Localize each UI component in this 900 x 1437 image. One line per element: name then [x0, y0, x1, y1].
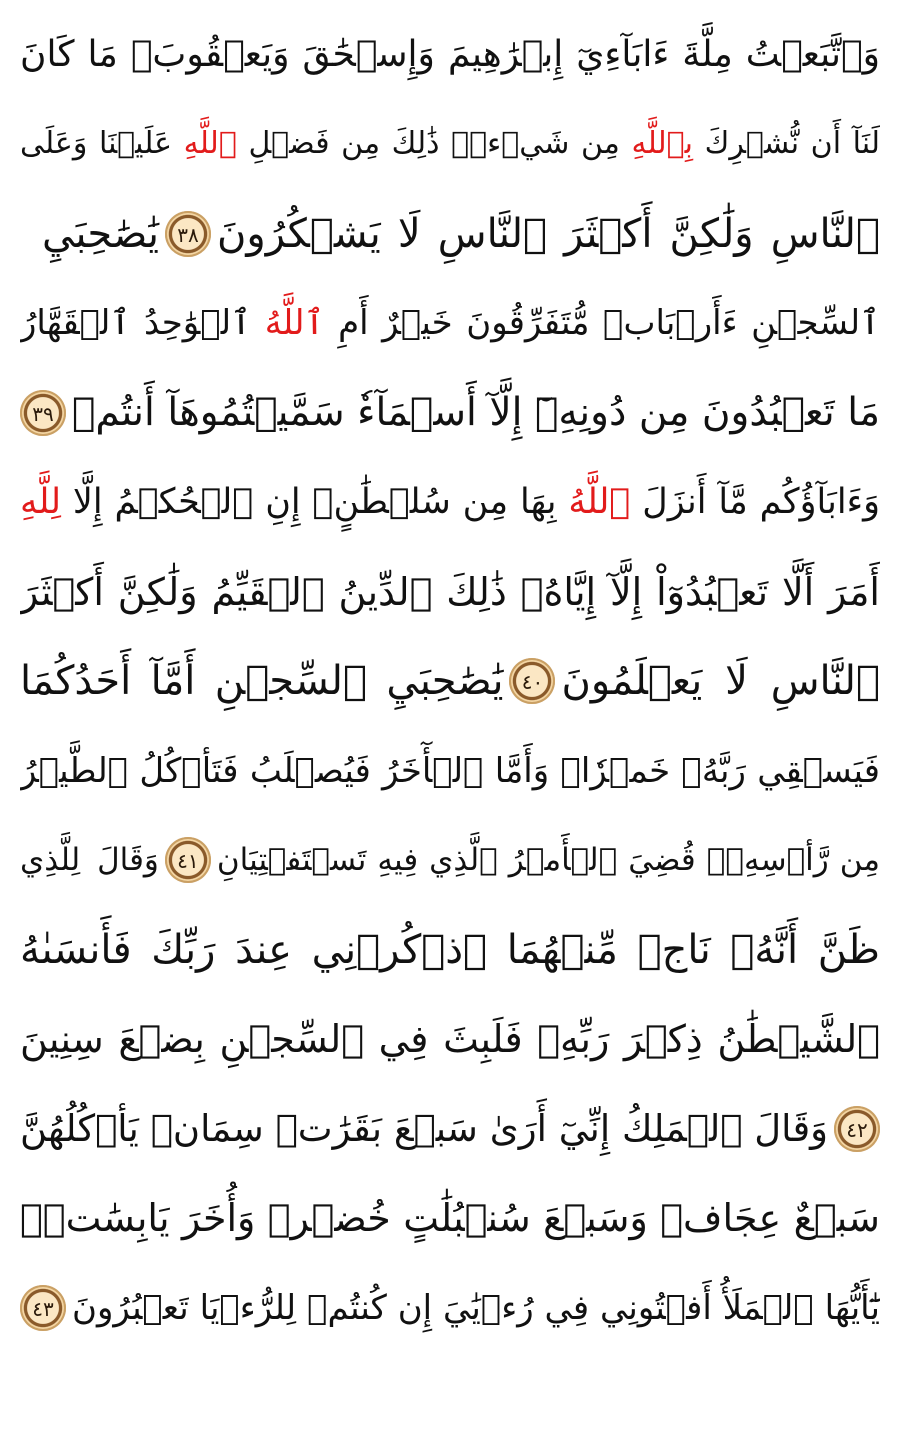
verse-text-run: [20, 1107, 828, 1151]
text-line-2: [20, 100, 880, 190]
verse-text: وَٱتَّبَعۡتُ مِلَّةَ ءَابَآءِيٓ إِبۡرَٰهِيمَ وَإِسۡحَٰقَ وَيَعۡقُوبَۚ مَا كَانَ: [20, 33, 880, 75]
text-line-9: [20, 726, 880, 816]
text-line-8: [20, 637, 880, 727]
verse-text: يَٰٓأَيُّهَا ٱلۡمَلَأُ أَفۡتُونِي فِي رُءۡيَٰيَ إِن كُنتُمۡ لِلرُّءۡيَا تَعۡبُرُونَ: [72, 1287, 880, 1328]
verse-text-run: [20, 1196, 880, 1241]
ayah-number: ٣٨: [177, 222, 199, 247]
verse-text: سَبۡعٌ عِجَافٞ وَسَبۡعَ سُنۢبُلَٰتٍ خُضۡرٖ وَأُخَرَ يَابِسَٰتٖۖ: [20, 1196, 880, 1241]
verse-text-run: [20, 33, 880, 75]
verse-text: ظَنَّ أَنَّهُۥ نَاجٖ مِّنۡهُمَا ٱذۡكُرۡنِي عِندَ رَبِّكَ فَأَنسَىٰهُ: [20, 926, 880, 973]
ayah-number: ٤١: [177, 849, 199, 874]
ayah-number: ٣٩: [32, 401, 54, 426]
verse-text-run: [20, 569, 880, 614]
divine-name: بِٱللَّهِ: [631, 126, 694, 162]
text-line-1: [20, 10, 880, 100]
verse-text: لَنَآ أَن نُّشۡرِكَ: [693, 126, 880, 162]
verse-text-run: [20, 1017, 880, 1062]
verse-text: ٱلنَّاسِ لَا يَعۡلَمُونَ: [561, 658, 880, 705]
text-line-13: [20, 1084, 880, 1174]
verse-text: وَءَابَآؤُكُم مَّآ أَنزَلَ: [630, 481, 880, 522]
text-line-3: [20, 189, 880, 279]
verse-text: ٱلۡوَٰحِدُ ٱلۡقَهَّارُ: [20, 303, 265, 344]
text-line-4: [20, 279, 880, 369]
verse-text-run: [217, 210, 880, 257]
verse-text-run: [20, 750, 880, 791]
verse-text: ٱلنَّاسِ وَلَٰكِنَّ أَكۡثَرَ ٱلنَّاسِ لَا يَشۡكُرُونَ: [217, 210, 880, 257]
ayah-number: ٤٢: [846, 1117, 868, 1142]
line-content: [20, 390, 880, 436]
line-content: [20, 211, 880, 257]
text-line-12: [20, 995, 880, 1085]
verse-text-run: [20, 210, 160, 257]
line-content: [20, 481, 880, 522]
text-line-14: [20, 1174, 880, 1264]
ayah-number-marker: [165, 211, 211, 257]
ayah-number-marker: [20, 1285, 66, 1331]
line-content: [20, 569, 880, 614]
verse-text-run: [216, 841, 880, 878]
verse-text-run: [72, 1287, 880, 1328]
verse-text: فَيَسۡقِي رَبَّهُۥ خَمۡرٗاۖ وَأَمَّا ٱلۡأٓخَرُ فَيُصۡلَبُ فَتَأۡكُلُ ٱلطَّيۡرُ: [20, 750, 880, 791]
divine-name: لِلَّهِ: [20, 481, 62, 522]
verse-text: عَلَيۡنَا وَعَلَى: [20, 126, 184, 162]
verse-text: وَقَالَ لِلَّذِي: [20, 841, 159, 878]
verse-text-run: [20, 481, 880, 522]
text-line-11: [20, 905, 880, 995]
verse-text-run: [20, 303, 880, 344]
line-content: [20, 1196, 880, 1241]
line-content: [20, 658, 880, 704]
text-line-15: [20, 1263, 880, 1353]
verse-text: مِن رَّأۡسِهِۦۚ قُضِيَ ٱلۡأَمۡرُ ٱلَّذِي فِيهِ تَسۡتَفۡتِيَانِ: [216, 841, 880, 878]
verse-text-run: [20, 126, 880, 162]
verse-text: ٱلسِّجۡنِ ءَأَرۡبَابٞ مُّتَفَرِّقُونَ خَيۡرٌ أَمِ: [324, 303, 880, 344]
verse-text: يَٰصَٰحِبَيِ: [41, 210, 160, 257]
text-line-7: [20, 547, 880, 637]
divine-name: ٱللَّهُ: [568, 481, 631, 522]
verse-text: ٱلشَّيۡطَٰنُ ذِكۡرَ رَبِّهِۦ فَلَبِثَ فِي ٱلسِّجۡنِ بِضۡعَ سِنِينَ: [20, 1017, 880, 1062]
text-line-5: [20, 368, 880, 458]
verse-text: يَٰصَٰحِبَيِ ٱلسِّجۡنِ أَمَّآ أَحَدُكُمَا: [20, 658, 504, 705]
verse-text-run: [20, 658, 504, 705]
text-line-10: [20, 816, 880, 906]
verse-lines: [20, 10, 880, 1353]
verse-text: مَا تَعۡبُدُونَ مِن دُونِهِۦٓ إِلَّآ أَسۡمَآءٗ سَمَّيۡتُمُوهَآ أَنتُمۡ: [72, 390, 880, 436]
ayah-number: ٤٠: [521, 670, 544, 695]
line-content: [20, 1285, 880, 1331]
verse-text-run: [20, 926, 880, 973]
line-content: [20, 1017, 880, 1062]
verse-text: وَقَالَ ٱلۡمَلِكُ إِنِّيٓ أَرَىٰ سَبۡعَ بَقَرَٰتٖ سِمَانٖ يَأۡكُلُهُنَّ: [20, 1107, 828, 1151]
verse-text: بِهَا مِن سُلۡطَٰنٍۚ إِنِ ٱلۡحُكۡمُ إِلَّا: [61, 481, 569, 522]
line-content: [20, 750, 880, 791]
ayah-number-marker: [20, 390, 66, 436]
ayah-number: ٤٣: [32, 1296, 54, 1321]
line-content: [20, 33, 880, 75]
line-content: [20, 126, 880, 162]
line-content: [20, 837, 880, 883]
divine-name: ٱللَّهُ: [264, 303, 325, 344]
divine-name: ٱللَّهِ: [183, 126, 237, 162]
verse-text: أَمَرَ أَلَّا تَعۡبُدُوٓاْ إِلَّآ إِيَّاهُۚ ذَٰلِكَ ٱلدِّينُ ٱلۡقَيِّمُ وَلَٰكِنَّ أَكۡثَرَ: [20, 569, 880, 614]
ayah-number-marker: [509, 658, 555, 704]
ayah-number-marker: [834, 1106, 880, 1152]
verse-text-run: [72, 390, 880, 436]
ayah-number-marker: [165, 837, 211, 883]
text-line-6: [20, 458, 880, 548]
verse-text: مِن شَيۡءٖۚ ذَٰلِكَ مِن فَضۡلِ: [236, 126, 632, 162]
line-content: [20, 303, 880, 344]
line-content: [20, 926, 880, 973]
line-content: [20, 1106, 880, 1152]
verse-text-run: [20, 841, 159, 878]
verse-text-run: [561, 658, 880, 705]
